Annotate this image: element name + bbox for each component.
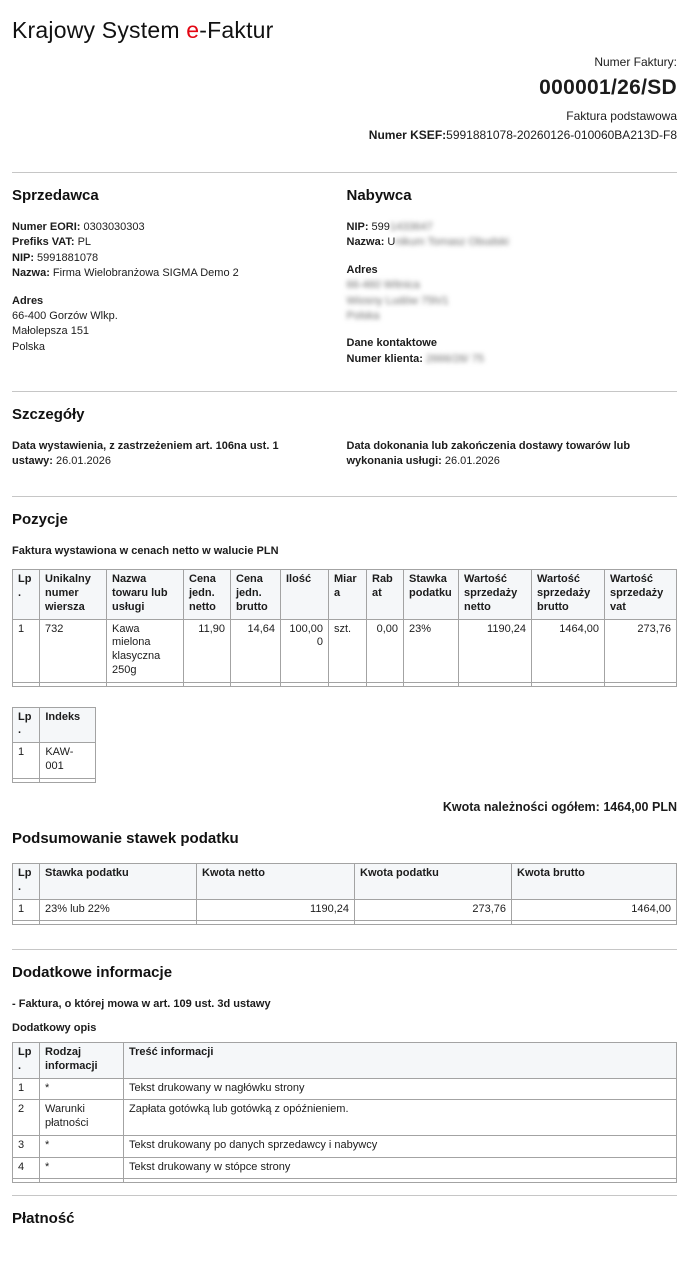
buyer-field-name (347, 235, 678, 250)
additional-info-table (12, 1042, 677, 1183)
address-line: Małolepsza 151 (12, 325, 90, 338)
separator (12, 949, 677, 950)
column-header: Lp. (13, 707, 40, 743)
field-value: Firma Wielobranżowa SIGMA Demo 2 (52, 267, 239, 280)
buyer-contact-block (347, 336, 678, 367)
table-cell: Warunki płatności (40, 1100, 124, 1136)
delivery-date-block (345, 439, 678, 470)
column-header: Wartość sprzedaży brutto (532, 570, 605, 619)
tax-summary-table (12, 863, 677, 925)
table-cell: * (40, 1078, 124, 1100)
tax-summary-section (12, 828, 677, 925)
separator (12, 1195, 677, 1196)
column-header: Kwota netto (197, 864, 355, 900)
total-due-label: Kwota należności ogółem: (442, 799, 600, 814)
field-value-redacted: nikum Tomasz Obudski (395, 236, 509, 249)
seller-field-eori (12, 220, 345, 235)
seller-address-block (12, 294, 345, 356)
invoice-meta (12, 54, 677, 144)
column-header: Stawka podatku (404, 570, 459, 619)
table-spacer-row (13, 682, 677, 686)
table-cell: 1190,24 (197, 899, 355, 921)
invoice-type: Faktura podstawowa (566, 109, 677, 124)
column-header: Ilość (281, 570, 329, 619)
table-row (13, 1100, 677, 1136)
index-table-wrap (12, 707, 677, 783)
field-label: Prefiks VAT: (12, 236, 75, 249)
table-cell: 1190,24 (459, 619, 532, 682)
address-line-redacted: 66-460 Witnica (346, 279, 420, 292)
field-label: Numer EORI: (12, 220, 81, 233)
table-cell: szt. (329, 619, 367, 682)
table-cell: 0,00 (367, 619, 404, 682)
table-cell: Tekst drukowany w stópce strony (124, 1157, 677, 1179)
index-table (12, 707, 96, 783)
payment-section (12, 1208, 677, 1229)
field-label: Numer klienta: (346, 352, 423, 365)
field-value: 0303030303 (83, 220, 145, 233)
issue-date-value: 26.01.2026 (55, 455, 112, 468)
column-header: Kwota podatku (355, 864, 512, 900)
column-header: Wartość sprzedaży vat (605, 570, 677, 619)
column-header: Kwota brutto (512, 864, 677, 900)
app-title-suffix: -Faktur (199, 17, 274, 43)
table-cell: Tekst drukowany w nagłówku strony (124, 1078, 677, 1100)
invoice-number-label: Numer Faktury: (594, 55, 677, 70)
app-title-prefix: Krajowy System (12, 17, 187, 43)
table-cell: 1 (13, 899, 40, 921)
table-spacer-row (13, 778, 96, 782)
buyer-heading: Nabywca (346, 186, 412, 204)
separator (12, 496, 677, 497)
column-header: Treść informacji (124, 1043, 677, 1079)
table-cell: 3 (13, 1135, 40, 1157)
address-line-redacted: Wiosny Ludów 75h/1 (346, 294, 449, 307)
separator (12, 391, 677, 392)
tax-summary-heading: Podsumowanie stawek podatku (12, 830, 239, 848)
table-cell: 1 (13, 619, 40, 682)
column-header: Wartość sprzedaży netto (459, 570, 532, 619)
table-row (13, 899, 677, 921)
currency-note: Faktura wystawiona w cenach netto w walucie PLN (12, 544, 279, 557)
parties-section (12, 173, 677, 367)
total-due-line (12, 799, 677, 817)
ksef-number-value: 5991881078-20260126-010060BA213D-F8 (446, 128, 677, 143)
table-header-row (13, 864, 677, 900)
table-cell: 273,76 (355, 899, 512, 921)
column-header: Lp. (13, 1043, 40, 1079)
positions-section (12, 509, 677, 816)
address-line-redacted: Polska (346, 309, 380, 322)
table-cell: 1 (13, 743, 40, 779)
table-cell: 11,90 (184, 619, 231, 682)
table-spacer-row (13, 921, 677, 925)
table-cell: * (40, 1135, 124, 1157)
column-header: Rodzaj informacji (40, 1043, 124, 1079)
column-header: Nazwa towaru lub usługi (107, 570, 184, 619)
seller-field-vat-prefix (12, 235, 345, 250)
seller-heading: Sprzedawca (12, 186, 99, 204)
field-label: Nazwa: (346, 236, 385, 249)
delivery-date-value: 26.01.2026 (444, 455, 500, 468)
legal-note: - Faktura, o której mowa w art. 109 ust. 3d ustawy (12, 998, 271, 1011)
table-cell: Zapłata gotówką lub gotówką z opóźnieniem. (124, 1100, 677, 1136)
delivery-date-label: Data dokonania lub zakończenia dostawy towarów lub wykonania usługi: (346, 440, 631, 468)
table-cell: Kawa mielona klasyczna 250g (107, 619, 184, 682)
field-label: NIP: (12, 251, 34, 264)
payment-heading: Płatność (12, 1210, 75, 1228)
column-header: Cena jedn. netto (184, 570, 231, 619)
table-cell: 23% (404, 619, 459, 682)
address-line: Polska (12, 340, 46, 353)
table-cell: 1464,00 (532, 619, 605, 682)
field-value-visible: U (387, 236, 396, 249)
table-cell: 732 (40, 619, 107, 682)
app-title-accent-e: e (186, 17, 200, 43)
invoice-header (12, 14, 677, 144)
table-cell: 2 (13, 1100, 40, 1136)
table-row (13, 1135, 677, 1157)
buyer-field-nip (347, 220, 678, 235)
column-header: Stawka podatku (40, 864, 197, 900)
field-value: 5991881078 (37, 251, 99, 264)
table-spacer-row (13, 1179, 677, 1183)
table-row (13, 619, 677, 682)
client-number-line (347, 352, 678, 367)
field-value: PL (77, 236, 92, 249)
ksef-number-label: Numer KSEF: (368, 128, 447, 143)
seller-field-nip (12, 251, 345, 266)
field-value-visible: 599 (371, 220, 390, 233)
table-cell: 273,76 (605, 619, 677, 682)
contact-heading: Dane kontaktowe (346, 337, 437, 350)
field-label: Nazwa: (12, 267, 50, 280)
table-header-row (13, 1043, 677, 1079)
table-row (13, 743, 96, 779)
positions-heading: Pozycje (12, 510, 68, 528)
address-heading: Adres (12, 294, 44, 307)
table-cell: 1464,00 (512, 899, 677, 921)
table-cell: 23% lub 22% (40, 899, 197, 921)
positions-table (12, 569, 677, 686)
invoice-number: 000001/26/SD (539, 75, 677, 99)
table-header-row (13, 707, 96, 743)
seller-field-name (12, 266, 345, 281)
column-header: Unikalny numer wiersza (40, 570, 107, 619)
column-header: Lp. (13, 864, 40, 900)
additional-info-heading: Dodatkowe informacje (12, 964, 173, 982)
details-heading: Szczegóły (12, 406, 85, 424)
table-cell: * (40, 1157, 124, 1179)
details-section (12, 404, 677, 470)
seller-block (12, 173, 345, 367)
app-title (12, 14, 677, 46)
buyer-block (345, 173, 678, 367)
table-cell: 14,64 (231, 619, 281, 682)
table-cell: 100,000 (281, 619, 329, 682)
column-header: Cena jedn. brutto (231, 570, 281, 619)
field-value-redacted: 2666/26/ 75 (425, 352, 485, 365)
table-row (13, 1078, 677, 1100)
additional-description-heading: Dodatkowy opis (12, 1021, 97, 1034)
table-cell: 1 (13, 1078, 40, 1100)
table-header-row (13, 570, 677, 619)
table-cell: 4 (13, 1157, 40, 1179)
details-columns (12, 439, 677, 470)
column-header: Miara (329, 570, 367, 619)
field-value-redacted: 1433647 (389, 220, 433, 233)
table-cell: Tekst drukowany po danych sprzedawcy i nabywcy (124, 1135, 677, 1157)
issue-date-block (12, 439, 345, 470)
ksef-number-line (12, 127, 677, 144)
issue-date-label: Data wystawienia, z zastrzeżeniem art. 106na ust. 1 ustawy: (12, 440, 279, 468)
table-row (13, 1157, 677, 1179)
field-label: NIP: (346, 220, 369, 233)
column-header: Indeks (40, 707, 96, 743)
table-cell: KAW-001 (40, 743, 96, 779)
additional-info-section (12, 962, 677, 1183)
column-header: Rabat (367, 570, 404, 619)
column-header: Lp. (13, 570, 40, 619)
total-due-value: 1464,00 PLN (603, 799, 677, 814)
address-line: 66-400 Gorzów Wlkp. (12, 309, 118, 322)
buyer-address-block (347, 263, 678, 325)
address-heading: Adres (346, 263, 378, 276)
